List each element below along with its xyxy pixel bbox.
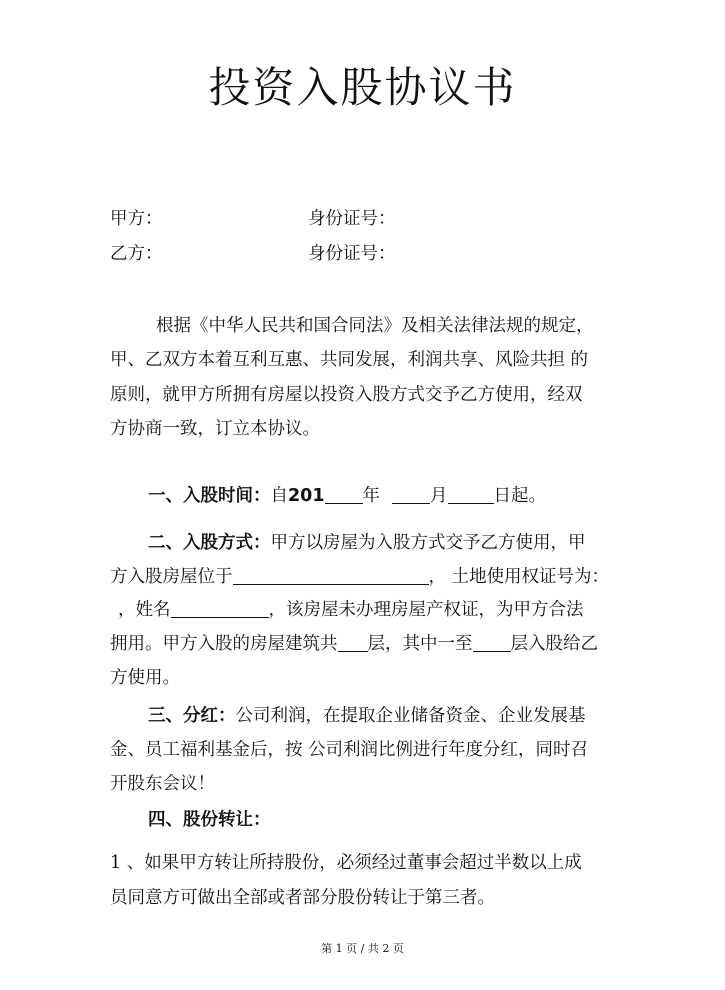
floors-range-label: 层，其中一至: [367, 634, 473, 654]
preamble-line-1: 根据《中华人民共和国合同法》及相关法律法规的规定，: [156, 316, 594, 336]
year-blank: [325, 485, 363, 504]
from-label: 自: [270, 486, 288, 506]
year-label: 年: [362, 486, 381, 506]
floors-blank: [338, 633, 368, 652]
day-blank: [448, 485, 494, 504]
section-3-heading: 三、分红：: [148, 706, 236, 726]
section-2-line-2: [110, 565, 609, 589]
preamble-line-3: 原则，就甲方所拥有房屋以投资入股方式交予乙方使用，经双: [110, 385, 583, 405]
party-b-id-label: 身份证号：: [308, 244, 396, 264]
floors-invest-label: 层入股给乙: [510, 634, 598, 654]
section-4-heading: 四、股份转让：: [148, 810, 271, 830]
name-label: ，姓名: [118, 600, 171, 620]
section-1-line: [148, 484, 546, 508]
section-4-item-1-line-1: 1 、如果甲方转让所持股份，必须经过董事会超过半数以上成: [110, 853, 582, 873]
section-4-item-1-line-2: 员同意方可做出全部或者部分股份转让于第三者。: [110, 888, 495, 908]
section-3-line-2: 金、员工福利基金后，按 公司利润比例进行年度分红，同时召: [110, 740, 589, 760]
month-blank: [392, 485, 430, 504]
land-cert-label: ， 土地使用权证号为：: [428, 567, 610, 587]
month-label: 月: [430, 486, 448, 506]
section-1-heading: 一、入股时间：: [148, 486, 271, 506]
section-2-line-5: 方使用。: [110, 668, 180, 688]
floors-label: 拥用。甲方入股的房屋建筑共: [110, 634, 338, 654]
section-2-heading: 二、入股方式：: [148, 533, 271, 553]
section-3-line-1: [148, 704, 586, 728]
day-label: 日起。: [493, 486, 547, 506]
section-2-line-1-text: 甲方以房屋为入股方式交予乙方使用，甲: [270, 533, 586, 553]
document-title: 投资入股协议书: [208, 63, 517, 112]
section-2-line-3: [118, 598, 584, 622]
party-a-id-label: 身份证号：: [308, 209, 396, 229]
house-location-blank: [233, 566, 429, 585]
page-footer: 第 1 页 / 共 2 页: [321, 942, 404, 955]
preamble-line-4: 方协商一致，订立本协议。: [110, 419, 320, 439]
year-prefix: 201: [288, 486, 325, 506]
section-2-line-1: [148, 531, 586, 555]
name-blank: [171, 599, 269, 618]
party-b-label: 乙方：: [110, 244, 163, 264]
section-2-line-4: [110, 632, 598, 656]
floors-range-blank: [473, 633, 511, 652]
house-location-label: 方入股房屋位于: [110, 567, 233, 587]
section-3-line-1-text: 公司利润，在提取企业储备资金、企业发展基: [235, 706, 586, 726]
section-3-line-3: 开股东会议！: [110, 774, 215, 794]
party-a-label: 甲方：: [110, 209, 163, 229]
preamble-line-2: 甲、乙双方本着互利互惠、共同发展，利润共享、风险共担 的: [110, 350, 589, 370]
section-2-line-3-text: ，该房屋未办理房屋产权证，为甲方合法: [268, 600, 584, 620]
